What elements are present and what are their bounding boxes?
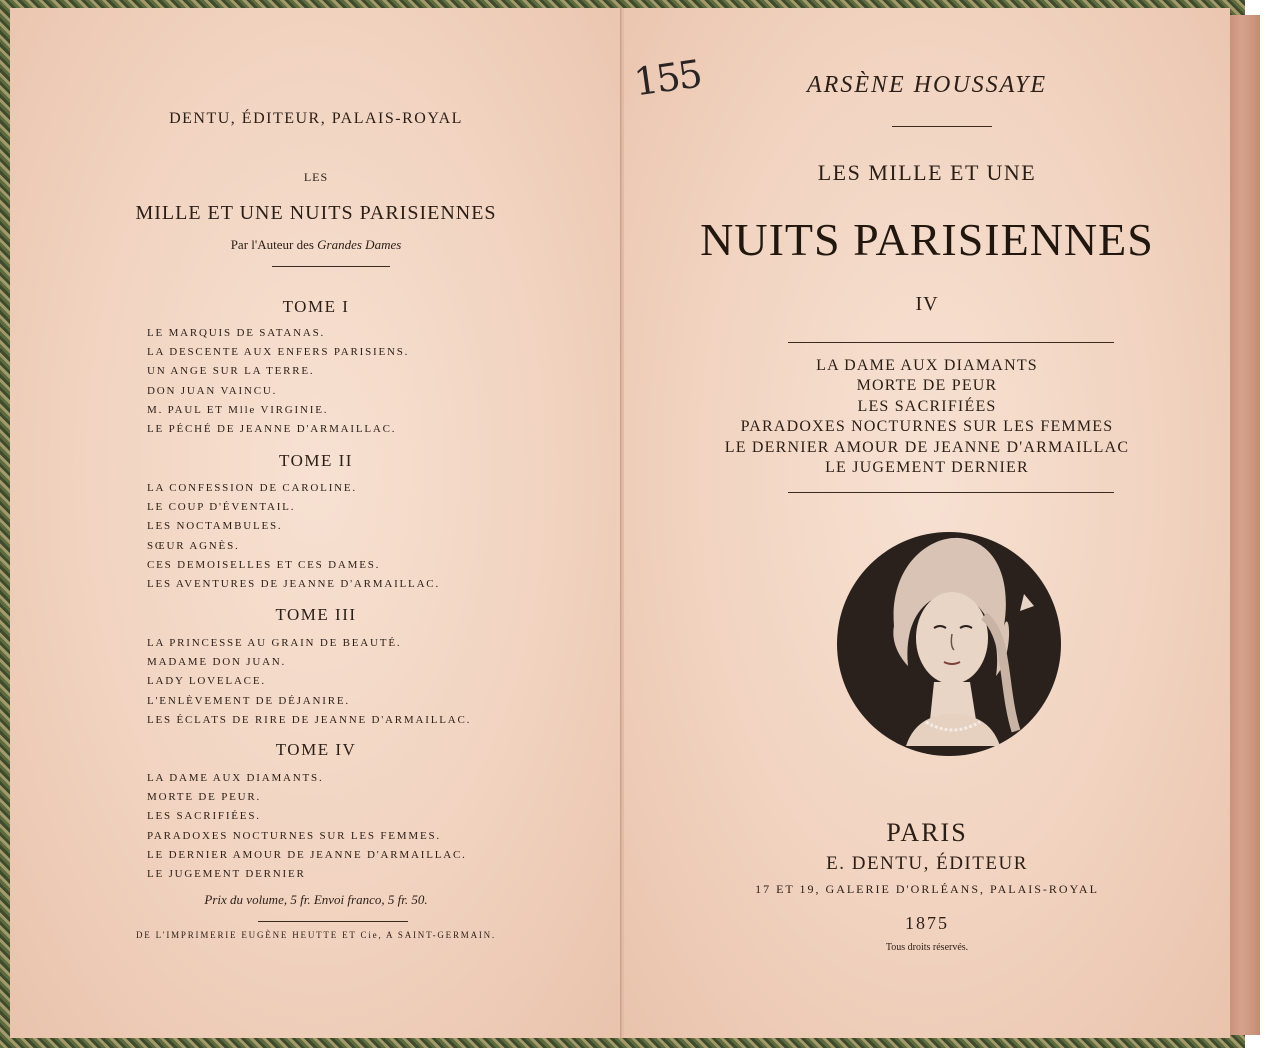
list-item: DON JUAN VAINCU. (147, 384, 278, 397)
tome-2-titles (147, 479, 440, 594)
title-large: NUITS PARISIENNES (700, 214, 1154, 265)
byline-prefix: Par l'Auteur des (230, 237, 314, 252)
portrait-vignette (834, 516, 1064, 766)
divider-rule (788, 492, 1114, 493)
byline-title: Grandes Dames (317, 237, 402, 252)
rights-note: Tous droits réservés. (885, 942, 969, 953)
list-item: CES DEMOISELLES ET CES DAMES. (147, 558, 381, 571)
list-item: LE JUGEMENT DERNIER (825, 458, 1029, 476)
list-item: LA PRINCESSE AU GRAIN DE BEAUTÉ. (147, 637, 402, 649)
right-page (624, 8, 1230, 1038)
city: PARIS (886, 818, 968, 847)
list-item: LE COUP D'ÉVENTAIL. (147, 501, 296, 514)
list-item: LE PÉCHÉ DE JEANNE D'ARMAILLAC. (147, 422, 397, 435)
publisher: E. DENTU, ÉDITEUR (826, 853, 1028, 874)
list-item: SŒUR AGNÈS. (147, 539, 240, 552)
list-item: LE JUGEMENT DERNIER (147, 867, 306, 880)
list-item: LADY LOVELACE. (147, 675, 266, 688)
list-item: LA CONFESSION DE CAROLINE. (147, 482, 357, 494)
tome-3-titles (147, 634, 471, 730)
list-item: LES SACRIFIÉES (857, 397, 997, 415)
tome-2-heading: TOME II (279, 451, 353, 470)
volume-number: IV (915, 293, 939, 315)
list-item: UN ANGE SUR LA TERRE. (147, 365, 315, 378)
tome-1-titles (147, 324, 409, 439)
series-les: LES (303, 170, 329, 184)
left-page (10, 8, 622, 1038)
publication-year: 1875 (905, 913, 949, 933)
publisher-header: DENTU, ÉDITEUR, PALAIS-ROYAL (169, 110, 463, 127)
list-item: MADAME DON JUAN. (147, 656, 287, 669)
back-board (1230, 15, 1260, 1035)
price-note: Prix du volume, 5 fr. Envoi franco, 5 fr. 50. (204, 892, 428, 907)
printer-note: DE L'IMPRIMERIE EUGÈNE HEUTTE ET Cie, A SAINT-GERMAIN. (135, 930, 497, 940)
list-item: L'ENLÈVEMENT DE DÉJANIRE. (147, 694, 350, 707)
tome-4-heading: TOME IV (275, 740, 357, 759)
list-item: LES AVENTURES DE JEANNE D'ARMAILLAC. (147, 577, 440, 590)
tome-1-heading: TOME I (282, 297, 350, 316)
list-item: LA DAME AUX DIAMANTS (816, 357, 1038, 374)
list-item: LES NOCTAMBULES. (147, 520, 283, 533)
list-item: MORTE DE PEUR. (147, 791, 262, 804)
handwritten-number: 155 (631, 51, 704, 105)
divider-rule (788, 342, 1114, 343)
list-item: LE DERNIER AMOUR DE JEANNE D'ARMAILLAC (724, 438, 1130, 456)
list-item: LE MARQUIS DE SATANAS. (147, 327, 326, 339)
divider-rule (272, 266, 390, 267)
title-small: LES MILLE ET UNE (817, 160, 1037, 185)
author-name: ARSÈNE HOUSSAYE (807, 72, 1047, 98)
list-item: LA DAME AUX DIAMANTS. (147, 772, 324, 784)
series-byline (10, 237, 622, 253)
tome-3-heading: TOME III (275, 605, 357, 624)
list-item: PARADOXES NOCTURNES SUR LES FEMMES (740, 418, 1114, 436)
contents-list (624, 356, 1230, 478)
list-item: LA DESCENTE AUX ENFERS PARISIENS. (147, 346, 410, 359)
list-item: M. PAUL ET Mlle VIRGINIE. (147, 403, 329, 416)
list-item: LES ÉCLATS DE RIRE DE JEANNE D'ARMAILLAC. (147, 713, 472, 726)
list-item: LES SACRIFIÉES. (147, 810, 261, 823)
divider-rule (892, 126, 992, 127)
list-item: PARADOXES NOCTURNES SUR LES FEMMES. (147, 829, 441, 842)
list-item: LE DERNIER AMOUR DE JEANNE D'ARMAILLAC. (147, 848, 467, 861)
series-title: MILLE ET UNE NUITS PARISIENNES (135, 202, 497, 224)
publisher-address: 17 ET 19, GALERIE D'ORLÉANS, PALAIS-ROYAL (755, 882, 1099, 896)
divider-rule (258, 921, 408, 922)
list-item: MORTE DE PEUR (856, 377, 998, 395)
tome-4-titles (147, 769, 467, 884)
